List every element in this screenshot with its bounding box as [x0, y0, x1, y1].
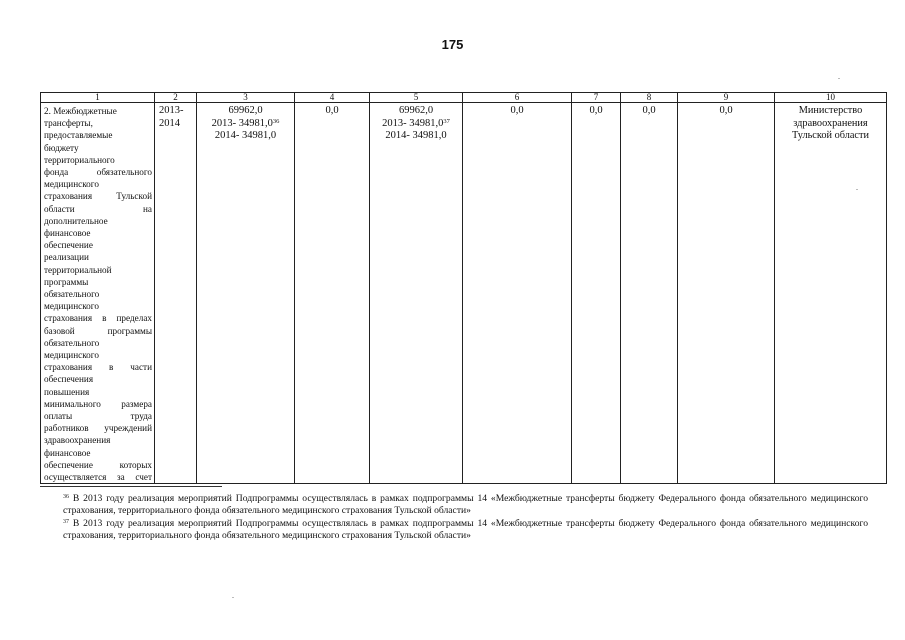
footnote-37-text: В 2013 году реализация мероприятий Подпрограммы осуществлялась в рамках подпрограммы 14 «Межбюджетные трансферты бюджету Федерального фонда обязательного медицинского страхования, территориального фонда обязательного медицинского страхования Тульской области»: [63, 517, 868, 542]
description-line: предоставляемые: [44, 130, 113, 141]
col-header-9: 9: [678, 93, 775, 103]
footnote-37-marker: 37: [63, 518, 69, 525]
footnote-ref-36: 36: [272, 117, 280, 125]
col6-value: 0,0: [463, 103, 572, 484]
page-number: 175: [441, 37, 464, 52]
total-funding-2014: 2014- 34981,0: [214, 130, 277, 142]
description-line: финансовое: [44, 447, 91, 458]
table-row: [41, 103, 887, 484]
col-header-8: 8: [621, 93, 678, 103]
footnote-ref-37: 37: [443, 117, 450, 125]
period-start: 2013-: [159, 105, 184, 116]
scan-speck: [838, 78, 840, 79]
description-line: обязательного: [44, 337, 100, 348]
col9-value: 0,0: [678, 103, 775, 484]
description-line: трансферты,: [44, 118, 93, 129]
description-line: обеспечения: [44, 374, 94, 385]
description-line: минимального размера: [44, 398, 152, 409]
col-header-4: 4: [295, 93, 370, 103]
col-header-5: 5: [370, 93, 463, 103]
description-line: территориальной: [44, 264, 112, 275]
total-funding-value: 69962,0: [228, 105, 263, 116]
description-line: дополнительное: [44, 215, 108, 226]
description-line: страхования в части: [44, 362, 152, 373]
footnote-separator: [40, 486, 222, 487]
description-line: страхования в пределах: [44, 313, 152, 324]
scan-speck: [856, 189, 858, 190]
description-line: территориального: [44, 154, 115, 165]
footnote-37: [63, 518, 868, 543]
description-line: здравоохранения: [44, 435, 111, 446]
description-line: повышения: [44, 386, 90, 397]
executor-line-2: здравоохранения: [793, 117, 868, 129]
program-table: [40, 92, 887, 484]
executor-line-1: Министерство: [798, 105, 863, 116]
description-line: финансовое: [44, 228, 91, 239]
description-line: медицинского: [44, 179, 99, 190]
description-line: медицинского: [44, 301, 99, 312]
description-line: работников учреждений: [44, 423, 152, 434]
description-line: фонда обязательного: [44, 167, 152, 178]
footnote-36-marker: 36: [63, 494, 69, 500]
regional-funding-value: 69962,0: [398, 105, 434, 116]
col-header-10: 10: [775, 93, 887, 103]
responsible-executor: [775, 103, 887, 484]
footnotes: [63, 493, 868, 543]
measure-description: [41, 103, 155, 484]
description-line: медицинского: [44, 350, 99, 361]
col-header-2: 2: [155, 93, 197, 103]
description-line: реализации: [44, 252, 89, 263]
total-funding-2013: 2013- 34981,0$^{36}$: [211, 117, 280, 129]
regional-funding-2014: 2014- 34981,0: [385, 130, 447, 142]
description-line: осуществляется за счет: [44, 472, 152, 483]
scan-speck: [232, 597, 234, 598]
col4-value: 0,0: [295, 103, 370, 484]
footnote-36: [63, 493, 868, 518]
col-header-1: 1: [41, 93, 155, 103]
col8-value: 0,0: [621, 103, 678, 484]
description-line: бюджету: [44, 142, 79, 153]
footnote-36-text: В 2013 году реализация мероприятий Подпрограммы осуществлялась в рамках подпрограммы 14 «Межбюджетные трансферты бюджету Федерального фонда обязательного медицинского страхования, территориального фонда обязательного медицинского страхования Тульской области»: [63, 493, 868, 517]
period-end: 2014: [159, 117, 180, 129]
col-header-3: 3: [197, 93, 295, 103]
regional-funding-cell: [370, 103, 463, 484]
executor-line-3: Тульской области: [791, 130, 869, 142]
description-line: обеспечение которых: [44, 459, 152, 470]
description-line: обязательного: [44, 289, 100, 300]
total-funding-cell: [197, 103, 295, 484]
col-header-7: 7: [572, 93, 621, 103]
description-line: 2. Межбюджетные: [44, 106, 117, 116]
period-cell: [155, 103, 197, 484]
description-line: оплаты труда: [44, 411, 152, 422]
col-header-6: 6: [463, 93, 572, 103]
description-line: обеспечение: [44, 240, 93, 251]
description-line: программы: [44, 276, 89, 287]
header-row: [41, 93, 887, 103]
description-line: базовой программы: [44, 325, 152, 336]
description-line: области на: [44, 203, 152, 214]
col7-value: 0,0: [572, 103, 621, 484]
description-line: страхования Тульской: [44, 191, 152, 202]
regional-funding-2013: 2013- 34981,0$^{37}$: [382, 117, 450, 129]
